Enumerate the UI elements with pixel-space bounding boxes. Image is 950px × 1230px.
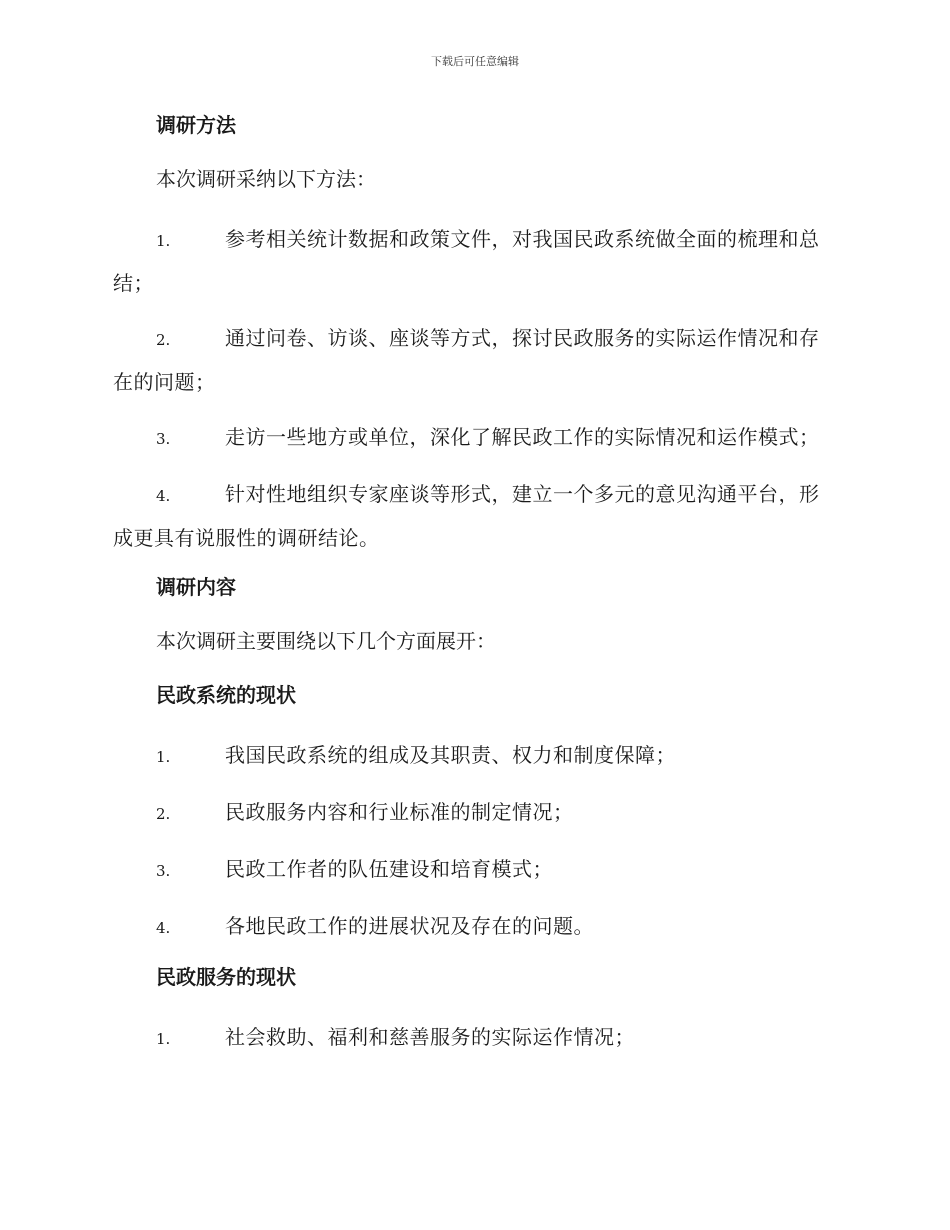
section-heading: 调研方法 [156, 113, 236, 137]
list-item [113, 905, 838, 949]
list-item [113, 848, 838, 892]
list-item-number: 4. [156, 919, 171, 937]
section-heading: 民政服务的现状 [156, 965, 296, 989]
section-heading: 调研内容 [156, 575, 236, 599]
list-item-text: 针对性地组织专家座谈等形式，建立一个多元的意见沟通平台，形成更具有说服性的调研结论。 [113, 482, 820, 550]
page-header: 下载后可任意编辑 [431, 55, 519, 68]
list-item-text: 参考相关统计数据和政策文件，对我国民政系统做全面的梳理和总结； [113, 227, 820, 295]
list-item [113, 1016, 838, 1060]
list-item-text: 走访一些地方或单位，深化了解民政工作的实际情况和运作模式； [225, 425, 820, 449]
list-item-number: 3. [156, 430, 171, 448]
list-item-number: 3. [156, 862, 171, 880]
list-item-text: 通过问卷、访谈、座谈等方式，探讨民政服务的实际运作情况和存在的问题； [113, 326, 820, 394]
list-item-text: 社会救助、福利和慈善服务的实际运作情况； [225, 1025, 635, 1049]
list-item [113, 317, 838, 403]
document-body [113, 110, 838, 1073]
list-item-number: 2. [156, 331, 171, 349]
paragraph: 本次调研采纳以下方法： [156, 167, 376, 191]
paragraph: 本次调研主要围绕以下几个方面展开： [156, 629, 496, 653]
list-item [113, 791, 838, 835]
list-item-text: 民政服务内容和行业标准的制定情况； [225, 800, 574, 824]
list-item-number: 4. [156, 487, 171, 505]
list-item-text: 各地民政工作的进展状况及存在的问题。 [225, 914, 594, 938]
section-heading: 民政系统的现状 [156, 683, 296, 707]
list-item-number: 1. [156, 232, 171, 250]
list-item [113, 473, 838, 559]
list-item [113, 416, 838, 460]
list-item-number: 2. [156, 805, 171, 823]
list-item [113, 734, 838, 778]
list-item-text: 我国民政系统的组成及其职责、权力和制度保障； [225, 743, 676, 767]
list-item-text: 民政工作者的队伍建设和培育模式； [225, 857, 553, 881]
list-item-number: 1. [156, 1030, 171, 1048]
list-item [113, 218, 838, 304]
list-item-number: 1. [156, 748, 171, 766]
